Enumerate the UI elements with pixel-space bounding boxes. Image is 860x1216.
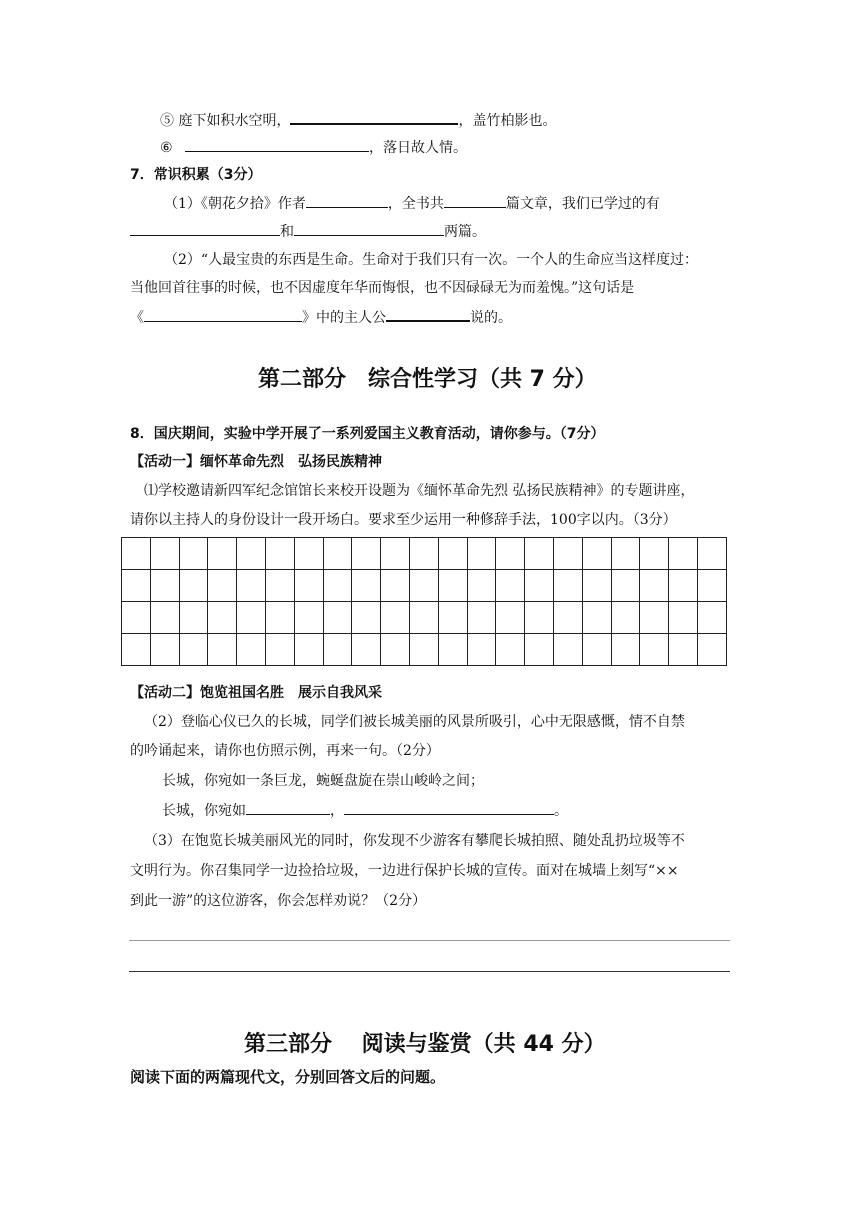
grid-cell[interactable] xyxy=(409,570,438,602)
grid-cell[interactable] xyxy=(438,538,467,570)
grid-cell[interactable] xyxy=(697,570,726,602)
grid-cell[interactable] xyxy=(237,570,266,602)
grid-cell[interactable] xyxy=(640,634,669,666)
grid-cell[interactable] xyxy=(352,538,381,570)
grid-cell[interactable] xyxy=(323,634,352,666)
poem-item-5: ⑤ 庭下如积水空明， ，盖竹柏影也。 xyxy=(160,109,556,131)
activity-2-q3-line2: 文明行为。你召集同学一边捡拾垃圾，一边进行保护长城的宣传。面对在城墙上刻写“×× xyxy=(130,863,679,879)
grid-cell[interactable] xyxy=(323,570,352,602)
question-8-title: 8．国庆期间，实验中学开展了一系列爱国主义教育活动，请你参与。（7分） xyxy=(130,426,605,442)
answer-blank[interactable] xyxy=(294,221,444,236)
grid-cell[interactable] xyxy=(208,538,237,570)
answer-blank[interactable] xyxy=(444,193,506,208)
grid-cell[interactable] xyxy=(669,570,698,602)
grid-cell[interactable] xyxy=(553,570,582,602)
grid-cell[interactable] xyxy=(352,634,381,666)
q7-part1-line2: 和 两篇。 xyxy=(130,221,486,242)
grid-cell[interactable] xyxy=(496,634,525,666)
grid-cell[interactable] xyxy=(265,634,294,666)
grid-cell[interactable] xyxy=(409,602,438,634)
grid-cell[interactable] xyxy=(553,602,582,634)
grid-cell[interactable] xyxy=(150,570,179,602)
answer-blank[interactable] xyxy=(306,193,388,208)
grid-cell[interactable] xyxy=(438,634,467,666)
grid-cell[interactable] xyxy=(525,602,554,634)
grid-cell[interactable] xyxy=(265,538,294,570)
grid-cell[interactable] xyxy=(438,570,467,602)
grid-cell[interactable] xyxy=(381,602,410,634)
grid-cell[interactable] xyxy=(150,634,179,666)
grid-row xyxy=(122,538,727,570)
grid-cell[interactable] xyxy=(150,538,179,570)
activity-2-q3-line1: （3）在饱览长城美丽风光的同时，你发现不少游客有攀爬长城拍照、随处乱扔垃圾等不 xyxy=(144,833,685,849)
grid-cell[interactable] xyxy=(265,602,294,634)
q7-part2-line1: （2）“人最宝贵的东西是生命。生命对于我们只有一次。一个人的生命应当这样度过： xyxy=(164,252,699,268)
grid-cell[interactable] xyxy=(294,570,323,602)
grid-cell[interactable] xyxy=(208,602,237,634)
grid-cell[interactable] xyxy=(697,602,726,634)
grid-cell[interactable] xyxy=(179,602,208,634)
grid-cell[interactable] xyxy=(640,602,669,634)
activity-2-q2-line1: （2）登临心仪已久的长城，同学们被长城美丽的风景所吸引，心中无限感慨，情不自禁 xyxy=(144,714,685,730)
grid-cell[interactable] xyxy=(122,602,151,634)
grid-cell[interactable] xyxy=(179,570,208,602)
answer-blank[interactable] xyxy=(144,307,302,322)
part3-heading: 第三部分 阅读与鉴赏（共 44 分） xyxy=(244,1032,606,1057)
grid-cell[interactable] xyxy=(122,538,151,570)
part3-intro: 阅读下面的两篇现代文，分别回答文后的问题。 xyxy=(130,1068,446,1086)
answer-blank[interactable] xyxy=(344,800,554,815)
grid-cell[interactable] xyxy=(352,570,381,602)
grid-cell[interactable] xyxy=(582,570,611,602)
grid-cell[interactable] xyxy=(122,634,151,666)
grid-cell[interactable] xyxy=(611,570,640,602)
grid-cell[interactable] xyxy=(669,634,698,666)
grid-cell[interactable] xyxy=(669,538,698,570)
grid-cell[interactable] xyxy=(582,634,611,666)
grid-row xyxy=(122,570,727,602)
writing-grid[interactable] xyxy=(121,537,727,666)
grid-cell[interactable] xyxy=(467,634,496,666)
grid-cell[interactable] xyxy=(467,602,496,634)
q7-part1-line1: （1）《朝花夕拾》作者 ，全书共 篇文章，我们已学过的有 xyxy=(164,193,660,214)
activity-2-title: 【活动二】饱览祖国名胜 展示自我风采 xyxy=(130,685,382,701)
answer-blank[interactable] xyxy=(290,109,458,125)
answer-blank[interactable] xyxy=(185,137,369,152)
grid-cell[interactable] xyxy=(467,538,496,570)
grid-cell[interactable] xyxy=(294,538,323,570)
part2-heading: 第二部分 综合性学习（共 7 分） xyxy=(258,367,597,392)
grid-cell[interactable] xyxy=(323,538,352,570)
grid-cell[interactable] xyxy=(611,602,640,634)
answer-line[interactable] xyxy=(129,971,730,972)
grid-row xyxy=(122,634,727,666)
activity-1-title: 【活动一】缅怀革命先烈 弘扬民族精神 xyxy=(130,454,382,470)
grid-cell[interactable] xyxy=(553,634,582,666)
grid-cell[interactable] xyxy=(122,570,151,602)
answer-blank[interactable] xyxy=(246,800,330,815)
grid-cell[interactable] xyxy=(237,634,266,666)
grid-cell[interactable] xyxy=(467,570,496,602)
grid-cell[interactable] xyxy=(208,570,237,602)
grid-cell[interactable] xyxy=(409,634,438,666)
grid-cell[interactable] xyxy=(179,538,208,570)
grid-cell[interactable] xyxy=(381,570,410,602)
activity-1-q1-line2: 请你以主持人的身份设计一段开场白。要求至少运用一种修辞手法，100字以内。（3分） xyxy=(130,512,677,528)
grid-cell[interactable] xyxy=(381,538,410,570)
grid-cell[interactable] xyxy=(525,538,554,570)
grid-cell[interactable] xyxy=(409,538,438,570)
grid-row xyxy=(122,602,727,634)
answer-line[interactable] xyxy=(129,940,730,941)
grid-cell[interactable] xyxy=(525,634,554,666)
grid-cell[interactable] xyxy=(208,634,237,666)
activity-2-q3-line3: 到此一游”的这位游客，你会怎样劝说？（2分） xyxy=(130,893,427,909)
grid-cell[interactable] xyxy=(381,634,410,666)
activity-1-q1-line1: ⑴学校邀请新四军纪念馆馆长来校开设题为《缅怀革命先烈 弘扬民族精神》的专题讲座， xyxy=(144,483,695,499)
grid-cell[interactable] xyxy=(237,538,266,570)
grid-cell[interactable] xyxy=(150,602,179,634)
q7-part2-line2: 当他回首往事的时候，也不因虚度年华而悔恨，也不因碌碌无为而羞愧。”这句话是 xyxy=(130,280,635,296)
grid-cell[interactable] xyxy=(496,602,525,634)
answer-blank[interactable] xyxy=(386,306,470,322)
poem-item-6: ⑥ ，落日故人情。 xyxy=(160,137,467,158)
grid-cell[interactable] xyxy=(525,570,554,602)
answer-blank[interactable] xyxy=(130,221,280,236)
grid-cell[interactable] xyxy=(237,602,266,634)
grid-cell[interactable] xyxy=(640,570,669,602)
grid-cell[interactable] xyxy=(179,634,208,666)
grid-cell[interactable] xyxy=(697,634,726,666)
grid-cell[interactable] xyxy=(669,602,698,634)
grid-cell[interactable] xyxy=(294,634,323,666)
activity-2-q2-line2: 的吟诵起来，请你也仿照示例，再来一句。（2分） xyxy=(130,743,440,759)
grid-cell[interactable] xyxy=(496,570,525,602)
example-sentence: 长城，你宛如一条巨龙，蜿蜒盘旋在崇山峻岭之间； xyxy=(162,773,484,789)
grid-cell[interactable] xyxy=(294,602,323,634)
imitation-sentence: 长城，你宛如 ， 。 xyxy=(162,800,568,821)
grid-cell[interactable] xyxy=(438,602,467,634)
grid-cell[interactable] xyxy=(582,538,611,570)
grid-cell[interactable] xyxy=(553,538,582,570)
grid-cell[interactable] xyxy=(496,538,525,570)
question-7-title: 7．常识积累（3分） xyxy=(130,167,262,183)
grid-cell[interactable] xyxy=(352,602,381,634)
grid-cell[interactable] xyxy=(640,538,669,570)
grid-cell[interactable] xyxy=(611,538,640,570)
grid-cell[interactable] xyxy=(265,570,294,602)
grid-cell[interactable] xyxy=(697,538,726,570)
grid-cell[interactable] xyxy=(611,634,640,666)
grid-cell[interactable] xyxy=(582,602,611,634)
grid-cell[interactable] xyxy=(323,602,352,634)
q7-part2-line3: 《 》中的主人公 说的。 xyxy=(130,306,512,328)
